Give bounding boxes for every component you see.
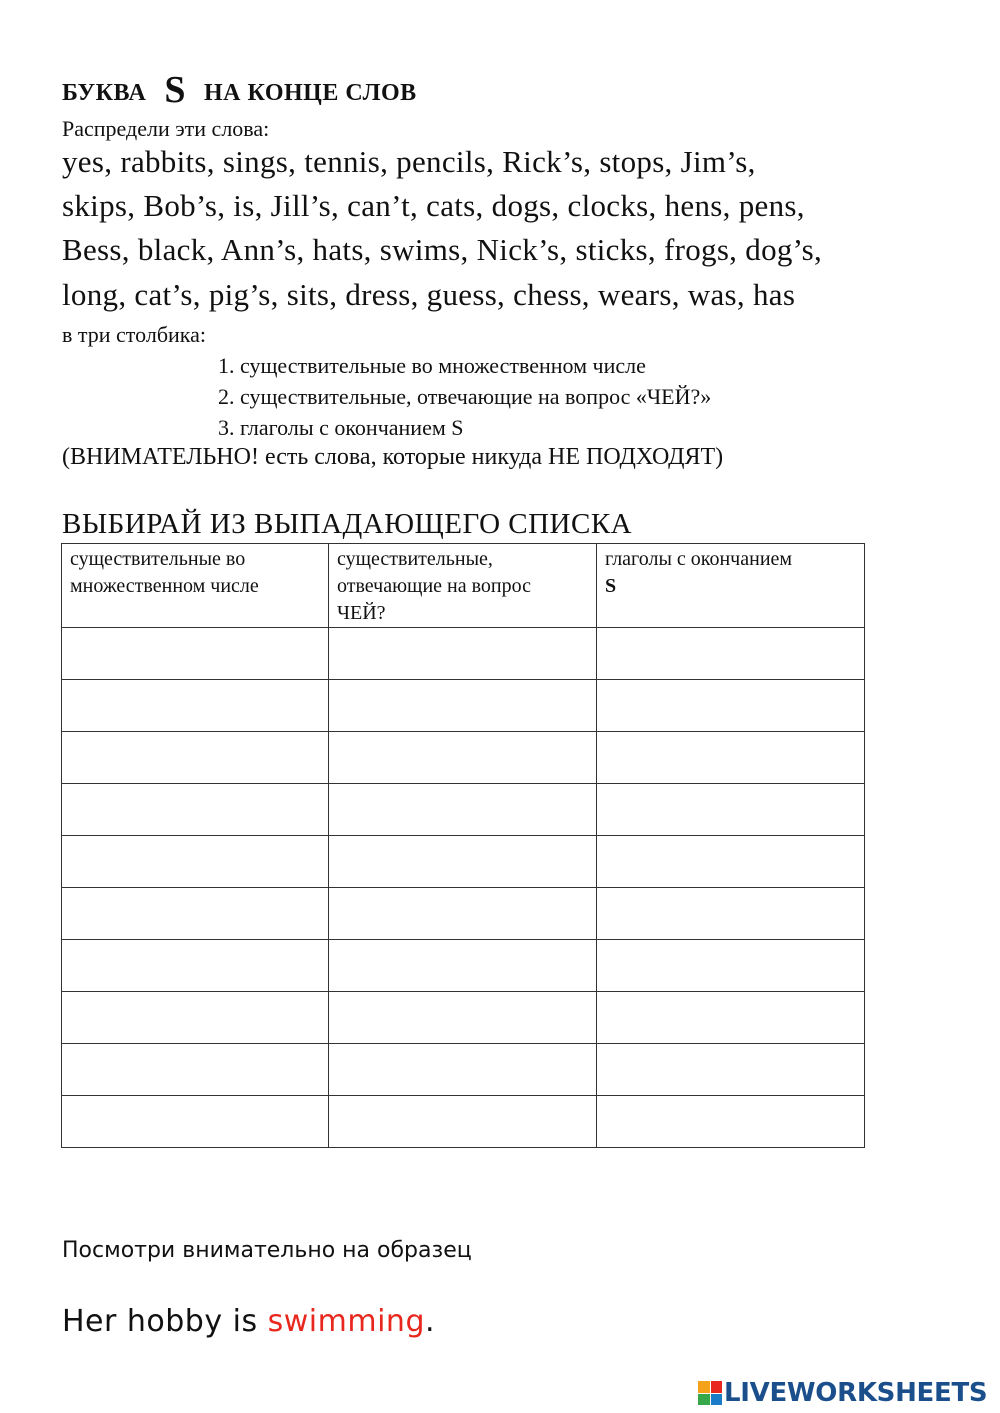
table-row (62, 992, 865, 1044)
table-row (62, 940, 865, 992)
word-line-2: skips, Bob’s, is, Jill’s, can’t, cats, dogs, clocks, hens, pens, (62, 188, 805, 223)
example-before: Her hobby is (62, 1304, 268, 1339)
word-line-3: Bess, black, Ann’s, hats, swims, Nick’s, sticks, frogs, dog’s, (62, 232, 823, 267)
answer-dropdown-plural[interactable] (62, 1044, 329, 1096)
header-verbs-s: глаголы с окончанием S (597, 544, 865, 628)
dropdown-instruction: ВЫБИРАЙ ИЗ ВЫПАДАЮЩЕГО СПИСКА (62, 508, 633, 540)
answer-dropdown-verb[interactable] (597, 732, 865, 784)
answer-dropdown-possessive[interactable] (329, 732, 597, 784)
example-after: . (424, 1304, 436, 1339)
answer-dropdown-verb[interactable] (597, 940, 865, 992)
answer-dropdown-verb[interactable] (597, 888, 865, 940)
logo-text: LIVEWORKSHEETS (724, 1378, 988, 1408)
answer-dropdown-verb[interactable] (597, 628, 865, 680)
answer-table (61, 543, 865, 1148)
answer-dropdown-possessive[interactable] (329, 940, 597, 992)
answer-dropdown-verb[interactable] (597, 784, 865, 836)
answer-dropdown-plural[interactable] (62, 992, 329, 1044)
category-2: 2. существительные, отвечающие на вопрос «ЧЕЙ?» (218, 384, 712, 409)
answer-dropdown-plural[interactable] (62, 628, 329, 680)
answer-dropdown-verb[interactable] (597, 680, 865, 732)
answer-dropdown-plural[interactable] (62, 680, 329, 732)
example-highlight: swimming (267, 1304, 425, 1339)
look-at-example-text: Посмотри внимательно на образец (62, 1238, 472, 1263)
instruction-intro: Распредели эти слова: (62, 116, 270, 141)
answer-dropdown-plural[interactable] (62, 940, 329, 992)
title-part2: НА КОНЦЕ СЛОВ (204, 80, 417, 106)
table-header-row (62, 544, 865, 628)
answer-dropdown-possessive[interactable] (329, 628, 597, 680)
category-3: 3. глаголы с окончанием S (218, 415, 464, 440)
word-line-1: yes, rabbits, sings, tennis, pencils, Rick’s, stops, Jim’s, (62, 144, 756, 179)
answer-dropdown-plural[interactable] (62, 1096, 329, 1148)
title-part1: БУКВА (62, 80, 147, 106)
answer-dropdown-plural[interactable] (62, 784, 329, 836)
header-plural-nouns: существительные во множественном числе (62, 544, 329, 628)
answer-dropdown-verb[interactable] (597, 992, 865, 1044)
answer-dropdown-possessive[interactable] (329, 1044, 597, 1096)
answer-dropdown-verb[interactable] (597, 1096, 865, 1148)
table-row (62, 1044, 865, 1096)
table-row (62, 836, 865, 888)
header-possessive-nouns: существительные, отвечающие на вопрос ЧЕЙ? (329, 544, 597, 628)
worksheet-title (62, 66, 417, 110)
table-row (62, 628, 865, 680)
answer-dropdown-plural[interactable] (62, 836, 329, 888)
answer-dropdown-possessive[interactable] (329, 1096, 597, 1148)
answer-dropdown-possessive[interactable] (329, 680, 597, 732)
table-row (62, 732, 865, 784)
columns-intro: в три столбика: (62, 322, 207, 347)
answer-dropdown-possessive[interactable] (329, 836, 597, 888)
answer-dropdown-plural[interactable] (62, 888, 329, 940)
table-row (62, 888, 865, 940)
answer-dropdown-verb[interactable] (597, 836, 865, 888)
attention-note: (ВНИМАТЕЛЬНО! есть слова, которые никуда НЕ ПОДХОДЯТ) (62, 444, 724, 470)
table-row (62, 680, 865, 732)
answer-dropdown-verb[interactable] (597, 1044, 865, 1096)
answer-dropdown-possessive[interactable] (329, 992, 597, 1044)
answer-dropdown-possessive[interactable] (329, 784, 597, 836)
word-line-4: long, cat’s, pig’s, sits, dress, guess, chess, wears, was, has (62, 277, 796, 312)
table-row (62, 1096, 865, 1148)
answer-dropdown-possessive[interactable] (329, 888, 597, 940)
table-row (62, 784, 865, 836)
liveworksheets-logo-icon (698, 1381, 722, 1405)
title-letter: S (164, 69, 187, 111)
answer-dropdown-plural[interactable] (62, 732, 329, 784)
category-1: 1. существительные во множественном числе (218, 353, 646, 378)
liveworksheets-logo[interactable] (698, 1378, 987, 1408)
example-sentence (62, 1304, 435, 1339)
